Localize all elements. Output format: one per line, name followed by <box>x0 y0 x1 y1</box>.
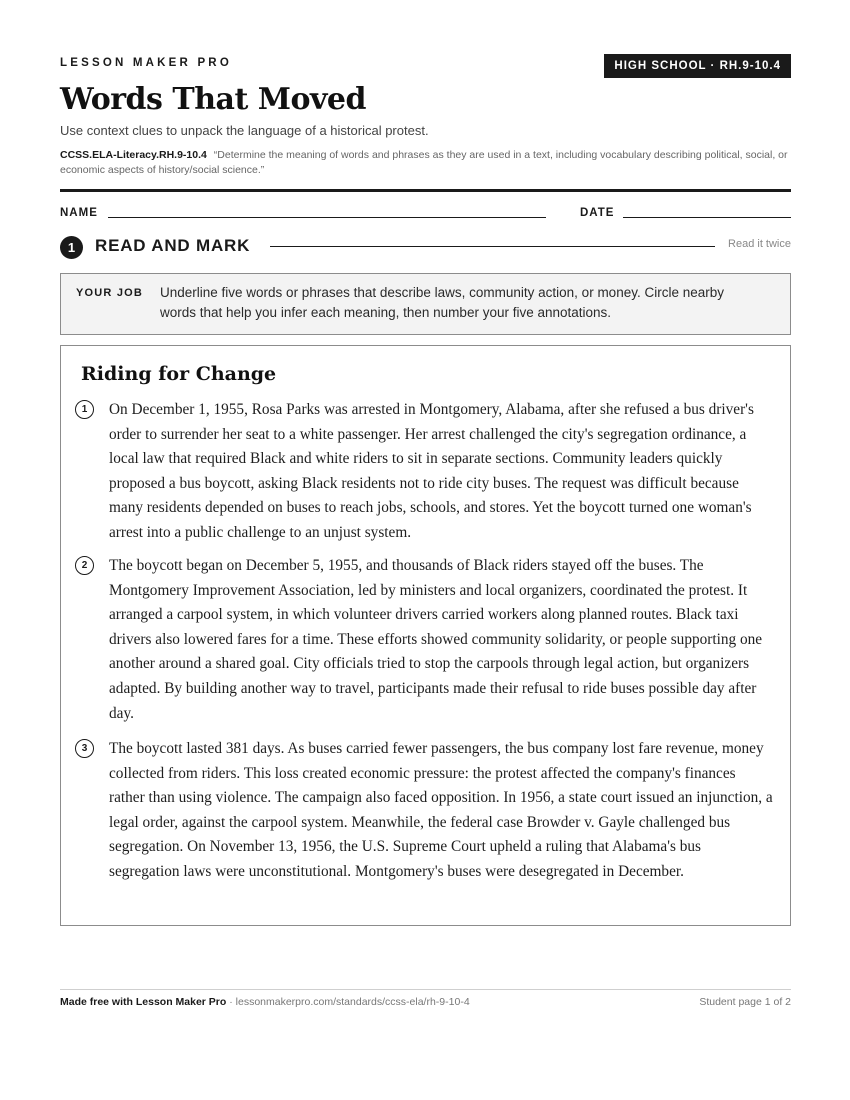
date-label: DATE <box>580 207 615 219</box>
paragraph-text: The boycott began on December 5, 1955, and thousands of Black riders stayed off the buses. The Montgomery Improvement Association, led by ministers and local organizers, coordinated the protest. It arranged a carpool system, in which volunteer drivers carried workers along planned routes. Black taxi drivers also lowered fares for a time. These efforts showed community solidarity, or people supporting one another around a shared goal. City officials tried to stop the carpools through legal action, but organizers adapted. By building another way to travel, participants made their refusal to ride buses possible day after day. <box>109 557 763 722</box>
paragraph-text: The boycott lasted 381 days. As buses carried fewer passengers, the bus company lost fare revenue, money collected from riders. This loss created economic pressure: the protest affected the company's finances rather than using violence. The campaign also faced opposition. In 1956, a state court issued an injunction, a legal order, against the carpool system. Meanwhile, the federal case Browder v. Gayle challenged bus segregation. On November 13, 1956, the U.S. Supreme Court upheld a ruling that Alabama's bus segregation laws were unconstitutional. Montgomery's buses were desegregated in December. <box>109 740 773 880</box>
footer-divider <box>60 989 791 990</box>
passage-title: Riding for Change <box>81 363 277 385</box>
paragraph-number: 1 <box>75 400 94 419</box>
standard-statement <box>60 148 791 178</box>
instructions-text: Underline five words or phrases that describe laws, community action, or money. Circle nearby words that help you infer each meaning, then number your five annotations. <box>160 285 724 320</box>
footer-page-number: Student page 1 of 2 <box>699 996 791 1008</box>
section-title: READ AND MARK <box>95 236 251 255</box>
header-divider <box>60 189 791 192</box>
level-badge: HIGH SCHOOL · RH.9-10.4 <box>604 54 791 78</box>
footer-url[interactable]: · lessonmakerpro.com/standards/ccss-ela/rh-9-10-4 <box>226 996 470 1008</box>
section-divider <box>270 246 715 247</box>
page-subtitle: Use context clues to unpack the language of a historical protest. <box>60 123 429 138</box>
instructions-box <box>60 273 791 335</box>
footer-maker: Made free with Lesson Maker Pro <box>60 996 227 1008</box>
name-field[interactable] <box>108 217 546 218</box>
worksheet-page <box>60 0 791 1100</box>
section-number-badge: 1 <box>60 236 83 259</box>
page-title: Words That Moved <box>60 82 366 117</box>
paragraph-text: On December 1, 1955, Rosa Parks was arrested in Montgomery, Alabama, after she refused a bus driver's order to surrender her seat to a white passenger. Her arrest challenged the city's segregation ordinance, a local law that required Black and white riders to sit in separate sections. Community leaders quickly proposed a bus boycott, asking Black residents not to ride city buses. The request was difficult because many residents depended on buses to reach jobs, schools, and stores. Yet the boycott turned one woman's arrest into a public challenge to an unjust system. <box>109 401 754 541</box>
paragraph-number: 2 <box>75 556 94 575</box>
standard-text: “Determine the meaning of words and phrases as they are used in a text, including vocabulary describing political, social, or economic aspects of history/social science.” <box>60 149 788 176</box>
reading-passage <box>60 345 791 926</box>
instructions-label: YOUR JOB <box>76 287 144 299</box>
name-label: NAME <box>60 207 98 219</box>
paragraph-number: 3 <box>75 739 94 758</box>
section-header-read-and-mark <box>60 235 791 259</box>
brand-name: LESSON MAKER PRO <box>60 57 232 69</box>
standard-code: CCSS.ELA-Literacy.RH.9-10.4 <box>60 149 207 161</box>
section-note: Read it twice <box>728 238 791 250</box>
footer-credit <box>60 996 470 1008</box>
date-field[interactable] <box>623 217 791 218</box>
